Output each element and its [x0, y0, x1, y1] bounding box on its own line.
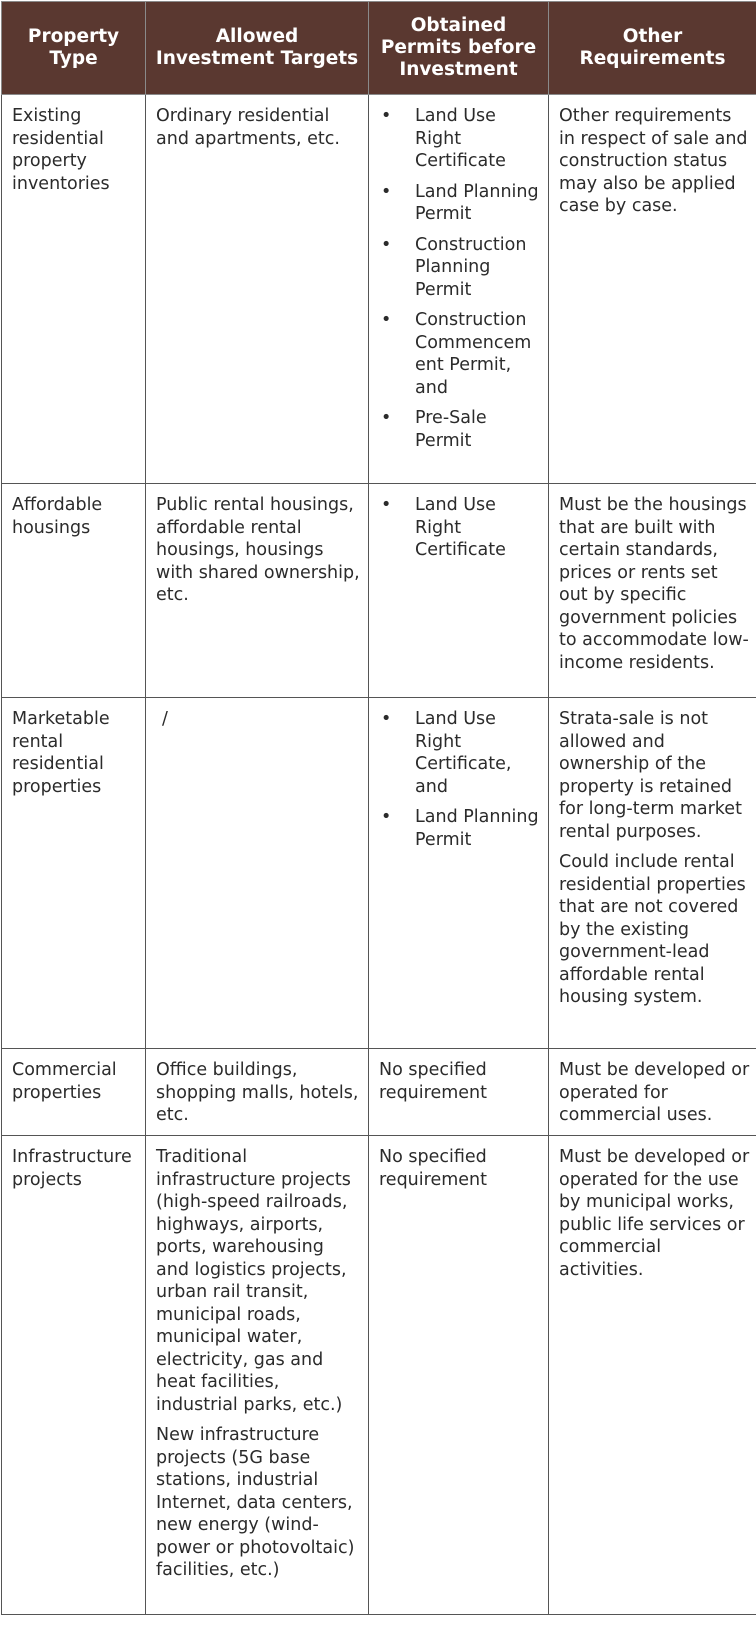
requirements-text: Could include rental residential properties that are not covered by the existing government-lead affordable rental housing system. — [559, 852, 746, 1007]
cell-allowed-targets — [146, 1136, 369, 1615]
requirements-text: Strata-sale is not allowed and ownership of the property is retained for long-term market rental purposes. — [559, 709, 742, 842]
permit-item: • Pre-Sale Permit — [379, 407, 542, 452]
requirements-text: Other requirements in respect of sale and construction status may also be applied case by case. — [559, 106, 748, 216]
permits-list — [379, 708, 542, 851]
targets-text: / — [162, 709, 168, 729]
cell-other-requirements — [549, 95, 756, 484]
targets-text: Public rental housings, affordable rental housings, housings with shared ownership, etc. — [156, 495, 360, 605]
targets-text: Ordinary residential and apartments, etc. — [156, 106, 340, 149]
cell-allowed-targets — [146, 484, 369, 698]
cell-property-type: Marketable rental residential properties — [2, 698, 146, 1049]
targets-text: New infrastructure projects (5G base stations, industrial Internet, data centers, new energy (wind-power or photovoltaic) facilities, etc.) — [156, 1425, 355, 1580]
cell-allowed-targets — [146, 1049, 369, 1136]
cell-permits — [369, 95, 549, 484]
permit-item: • Construction Planning Permit — [379, 234, 542, 302]
table-row — [2, 484, 756, 698]
permits-list — [379, 494, 542, 562]
cell-property-type: Commercial properties — [2, 1049, 146, 1136]
cell-property-type: Infrastructure projects — [2, 1136, 146, 1615]
cell-other-requirements — [549, 484, 756, 698]
permit-item: • Land Planning Permit — [379, 806, 542, 851]
requirements-text: Must be the housings that are built with certain standards, prices or rents set out by specific government policies to accommodate low-income residents. — [559, 495, 749, 673]
permit-item: • Land Use Right Certificate — [379, 494, 542, 562]
table-row — [2, 698, 756, 1049]
cell-allowed-targets — [146, 95, 369, 484]
header-obtained-permits: Obtained Permits before Investment — [369, 2, 549, 95]
cell-other-requirements — [549, 1049, 756, 1136]
table-row — [2, 1136, 756, 1615]
header-allowed-investment-targets: Allowed Investment Targets — [146, 2, 369, 95]
investment-requirements-table — [1, 1, 756, 1615]
cell-permits — [369, 698, 549, 1049]
header-row — [2, 2, 756, 95]
permit-item: • Land Planning Permit — [379, 181, 542, 226]
targets-text: Traditional infrastructure projects (high-speed railroads, highways, airports, ports, warehousing and logistics projects, urban rail transit, municipal roads, municipal water, electricity, gas and heat facilities, industrial parks, etc.) — [156, 1147, 351, 1415]
permit-item: • Construction Commencement Permit, and — [379, 309, 542, 399]
cell-other-requirements — [549, 1136, 756, 1615]
table-row — [2, 95, 756, 484]
permits-list — [379, 105, 542, 452]
header-other-requirements: Other Requirements — [549, 2, 756, 95]
cell-property-type: Affordable housings — [2, 484, 146, 698]
permit-item: • Land Use Right Certificate, and — [379, 708, 542, 798]
permit-item: • Land Use Right Certificate — [379, 105, 542, 173]
table-row — [2, 1049, 756, 1136]
requirements-text: Must be developed or operated for the use by municipal works, public life services or commercial activities. — [559, 1147, 750, 1280]
cell-allowed-targets — [146, 698, 369, 1049]
cell-permits: No specified requirement — [369, 1136, 549, 1615]
targets-text: Office buildings, shopping malls, hotels, etc. — [156, 1060, 359, 1125]
cell-property-type: Existing residential property inventories — [2, 95, 146, 484]
cell-permits: No specified requirement — [369, 1049, 549, 1136]
cell-permits — [369, 484, 549, 698]
header-property-type: Property Type — [2, 2, 146, 95]
requirements-text: Must be developed or operated for commercial uses. — [559, 1060, 750, 1125]
cell-other-requirements — [549, 698, 756, 1049]
